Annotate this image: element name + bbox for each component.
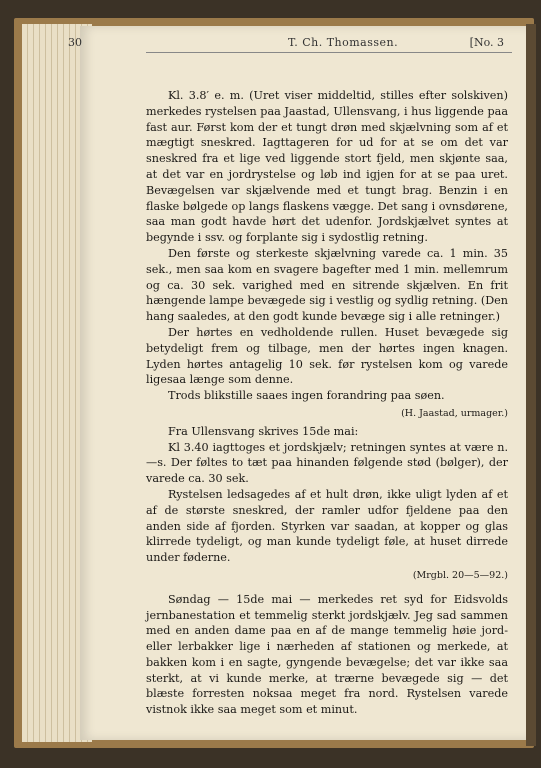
- paragraph: Søndag — 15de mai — merkedes ret syd for Eidsvolds jernbanestation et temmelig sterkt jordskjælv. Jeg sad sammen med en anden dame paa en af de mange temmelig høie jord- eller lerbakker lige i nærheden af stationen og merkede, at bakken kom i en sagte, gyngende bevægelse; det var ikke saa sterkt, at vi kunde merke, at trærne bevægede sig — det blæste forresten noksaa meget fra nord. Rystelsen varede vistnok ikke saa meget som et minut.: [146, 592, 508, 717]
- issue-number: [No. 3: [469, 36, 504, 49]
- cover-edge: [526, 24, 536, 746]
- paragraph: Rystelsen ledsagedes af et hult drøn, ikke uligt lyden af et af de største sneskred, der ramler udfor fjeldene paa den anden side af fjorden. Styrken var saadan, at kopper og glas klirrede tydeligt, og man kunde tydeligt føle, at huset dirrede under føderne.: [146, 487, 508, 565]
- paragraph: Den første og sterkeste skjælvning varede ca. 1 min. 35 sek., men saa kom en svagere bagefter med 1 min. mellemrum og ca. 30 sek. varighed med en sitrende skjælven. En frit hængende lampe bevægede sig i vestlig og sydlig retning. (Den hang saaledes, at den godt kunde bevæge sig i alle retninger.): [146, 246, 508, 324]
- paragraph: Der hørtes en vedholdende rullen. Huset bevægede sig betydeligt frem og tilbage, men der hørtes ingen knagen. Lyden hørtes antagelig 10 sek. før rystelsen kom og varede ligesaa længe som denne.: [146, 325, 508, 387]
- page-number: 30: [68, 36, 82, 49]
- paragraph: Kl. 3.8′ e. m. (Uret viser middeltid, stilles efter solskiven) merkedes rystelsen paa Jaastad, Ullensvang, i hus liggende paa fast aur. Først kom der et tungt drøn med skjælvning som af et mægtigt sneskred. Iagttageren for ud for at se om det var sneskred fra et lige ved liggende stort fjeld, men skjønte saa, at det var en jordrystelse og løb ind igjen for at se paa uret. Bevægelsen var skjælvende med et tungt brag. Benzin i en flaske bølgede op langs flaskens vægge. Det sang i ovnsdørene, saa man godt havde hørt det udenfor. Jordskjælvet syntes at begynde i ssv. og forplante sig i sydostlig retning.: [146, 89, 508, 245]
- paragraph: Fra Ullensvang skrives 15de mai:: [168, 424, 359, 438]
- paragraph: Trods blikstille saaes ingen forandring paa søen.: [168, 389, 445, 403]
- body-text: [146, 88, 508, 718]
- header-rule: [146, 52, 512, 53]
- signature: (Mrgbl. 20—5—92.): [412, 569, 508, 581]
- signature: (H. Jaastad, urmager.): [401, 407, 508, 419]
- running-title: T. Ch. Thomassen.: [288, 36, 399, 49]
- paragraph: Kl 3.40 iagttoges et jordskjælv; retningen syntes at være n.—s. Der føltes to tæt paa hinanden følgende stød (bølger), der varede ca. 30 sek.: [146, 440, 508, 486]
